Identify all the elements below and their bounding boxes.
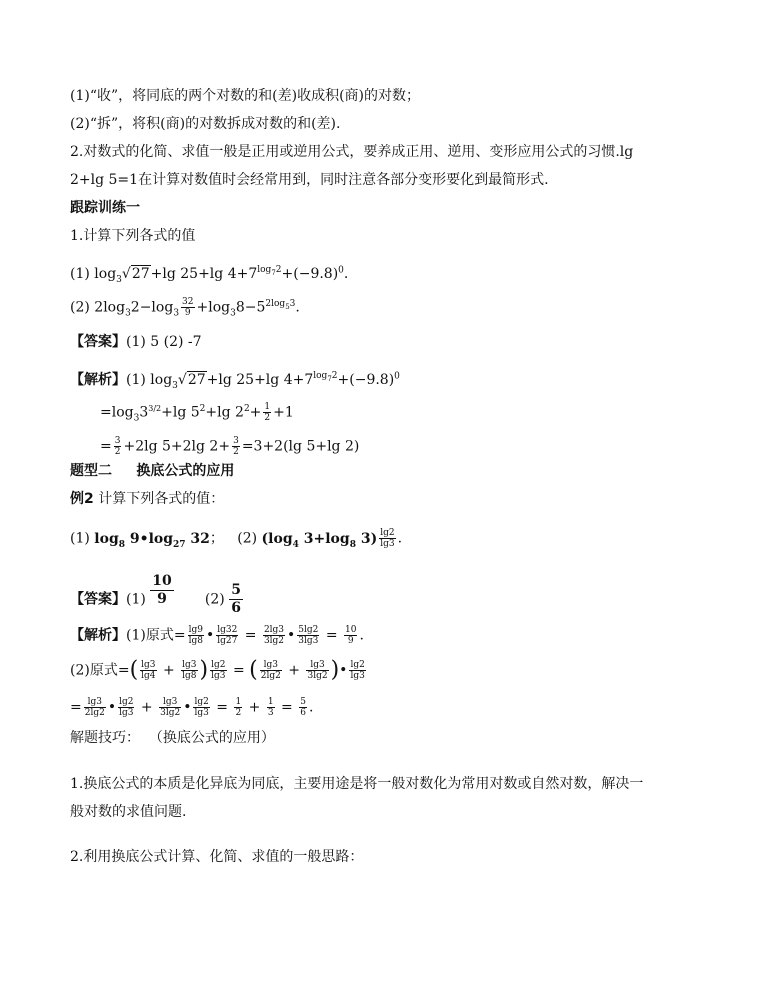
- example-answer-2: $\frac{5}{6}$: [231, 582, 241, 616]
- tip-1-line-b: 般对数的求值问题.: [70, 804, 187, 820]
- example-label: 例2: [70, 491, 94, 507]
- heading-type2-title: 换底公式的应用: [136, 463, 235, 479]
- example-answer-1: $\frac{10}{9}$: [152, 573, 172, 607]
- question-intro: 1.计算下列各式的值: [70, 228, 196, 244]
- paragraph-habit: 2.对数式的化简、求值一般是正用或逆用公式，要养成正用、逆用、变形应用公式的习惯.lg: [70, 144, 634, 160]
- example-answer-line: 【答案】(1) $\frac{10}{9}$ (2) $\frac{5}{6}$: [70, 573, 241, 616]
- analysis-line-1: 【解析】(1) $\log_3√27+\lg$ 25+lg $4+7^{log_72}+(-9.8)^0$: [70, 371, 400, 391]
- analysis-label: 【解析】: [70, 372, 126, 388]
- question-1-expression: (1) $\log_3√27+\lg$ 25+lg $4+7^{log_72}+(-9.8)^0$.: [70, 265, 349, 285]
- example-text: 计算下列各式的值：: [98, 491, 225, 507]
- tips-text: （换底公式的应用）: [148, 730, 275, 746]
- example-analysis-2: (2)原式=( $\frac{\lg 3}{\lg 4}$ + $\frac{\lg 3}{\lg 8}$ ) $\frac{\lg 2}{\lg 3}$ = ( $\frac{\lg 3}{2\lg 2}$ + $\frac{\lg 3}{3\lg 2}$ )• $\frac{\lg 2}{\lg 3}$: [70, 657, 365, 683]
- tip-2: 2.利用换底公式计算、化简、求值的一般思路：: [70, 849, 364, 865]
- example-2-intro: [70, 490, 224, 508]
- example-analysis-3: = $\frac{\lg 3}{2\lg 2}$ • $\frac{\lg 2}{\lg 3}$ + $\frac{\lg 3}{3\lg 2}$ • $\frac{\lg 2}{\lg 3}$ = $\frac{1}{2}$ + $\frac{1}{3}$ = $\frac{5}{6}$ .: [70, 697, 314, 718]
- example-answer-label: 【答案】: [70, 591, 126, 608]
- section-heading-type2: [70, 462, 234, 480]
- tips-label: 解题技巧：: [70, 730, 140, 746]
- paragraph-habit-cont: 2+lg 5=1在计算对数值时会经常用到，同时注意各部分变形要化到最简形式.: [70, 172, 549, 188]
- example-analysis-label: 【解析】: [70, 627, 126, 644]
- section-heading-practice: 跟踪训练一: [70, 200, 140, 216]
- answer-line-1: [70, 333, 202, 351]
- heading-type2-label: 题型二: [70, 463, 112, 479]
- answer-values: (1) 5 (2) -7: [126, 334, 202, 350]
- tip-1-line-a: 1.换底公式的本质是化异底为同底，主要用途是将一般对数化为常用对数或自然对数，解决一: [70, 776, 644, 792]
- analysis-step-2: $=\log_33^{3/2}+\lg$ $5^2+\lg$ $2^2+$ $\frac{1}{2}$ +1: [100, 402, 294, 424]
- example-2-expressions: (1) $\log_8$ $9•\log_{27}$ 32； (2) ($\log_4$ $3+\log_8$ 3) $\frac{\lg 2}{\lg 3}$ .: [70, 528, 403, 550]
- paragraph-split: (2)“拆”，将积(商)的对数拆成对数的和(差).: [70, 116, 341, 132]
- paragraph-collect: (1)“收”，将同底的两个对数的和(差)收成积(商)的对数；: [70, 88, 420, 104]
- example-analysis-1: 【解析】(1)原式= $\frac{\lg 9}{\lg 8}$ • $\frac{\lg 32}{\lg 27}$ = $\frac{2\lg 3}{3\lg 2}$ • $\frac{5\lg 2}{3\lg 3}$ = $\frac{10}{9}$ .: [70, 625, 364, 646]
- tips-heading: [70, 729, 275, 747]
- answer-label: 【答案】: [70, 334, 126, 350]
- analysis-step-3: = $\frac{3}{2}$ +2lg 5+2lg 2+ $\frac{3}{2}$ =3+2(lg 5+lg 2): [100, 436, 360, 457]
- question-2-expression: (2) $2\log_32-\log_3$ $\frac{32}{9}$ $+\log_38-5^{2log_53}$.: [70, 297, 300, 319]
